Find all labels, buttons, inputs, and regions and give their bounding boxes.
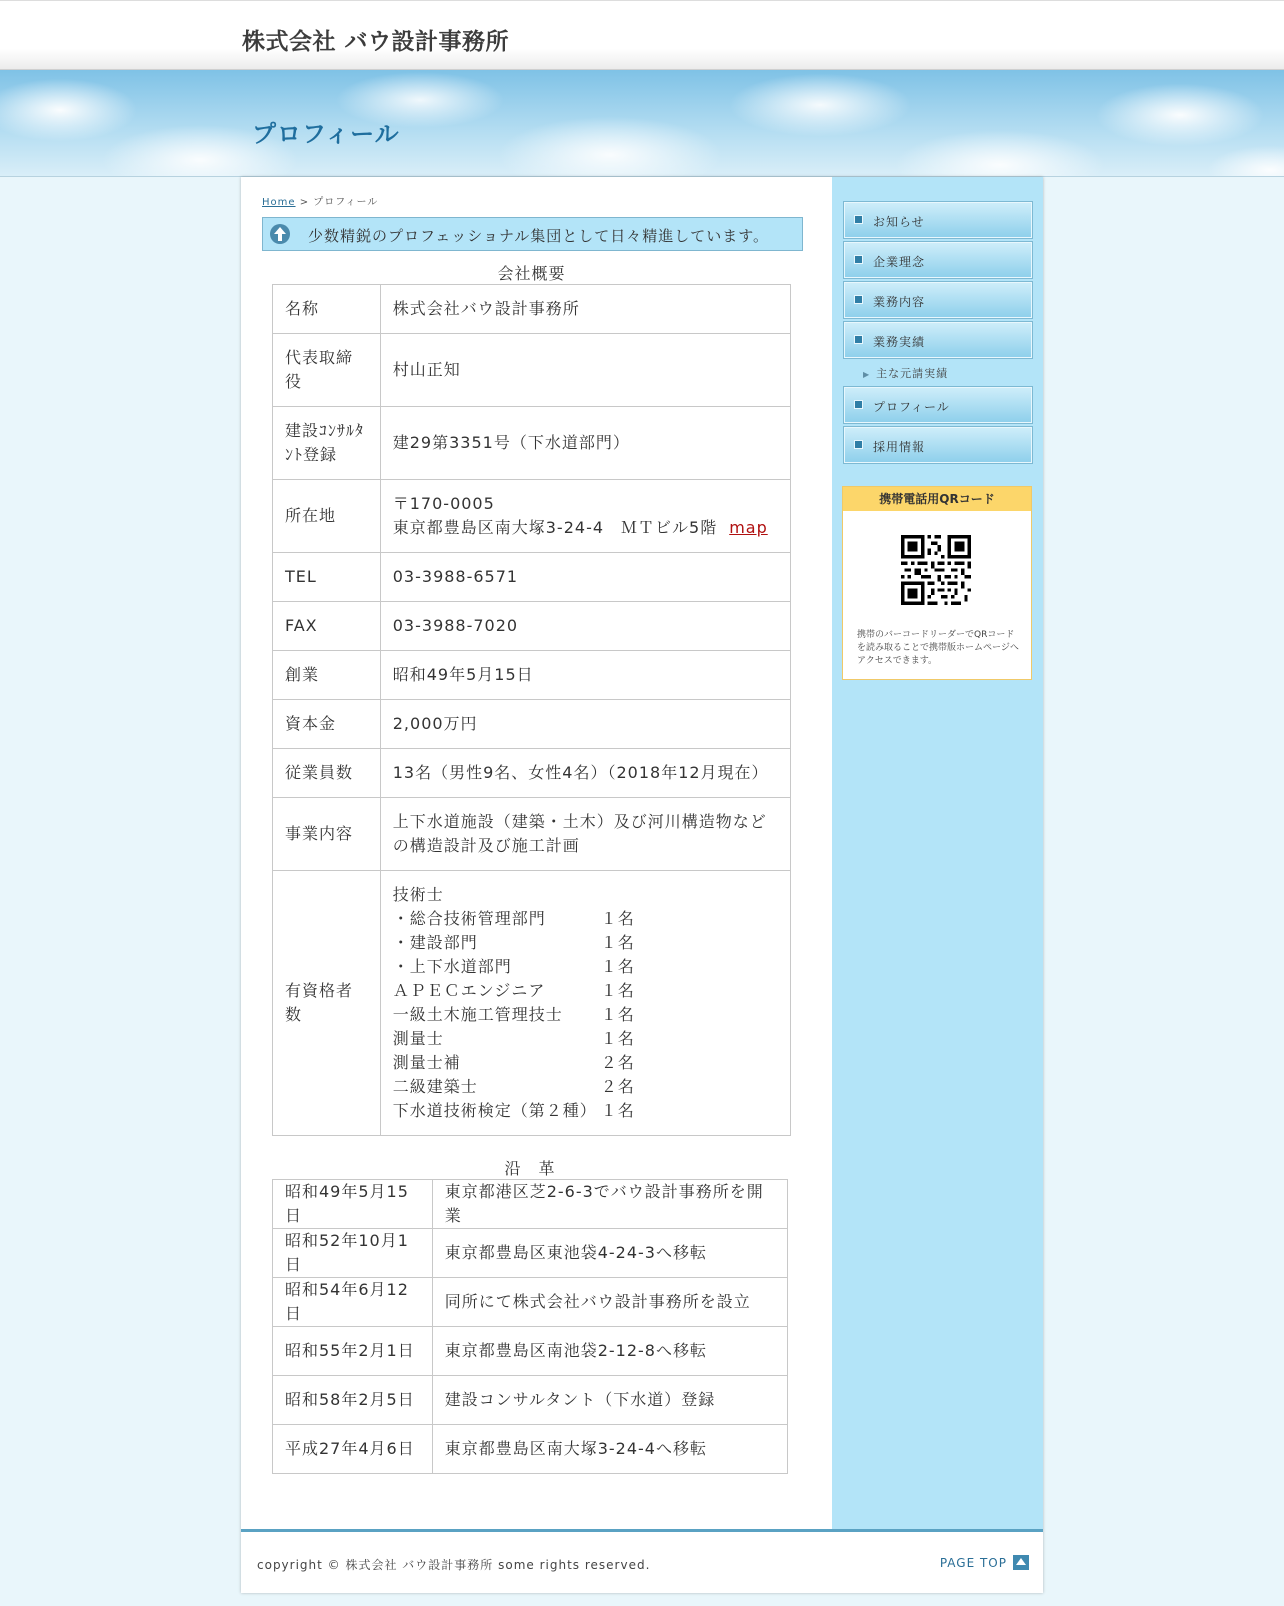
- row-label: 事業内容: [273, 798, 381, 871]
- map-link[interactable]: map: [729, 518, 768, 537]
- site-header: [0, 0, 1284, 70]
- qualification-item: 測量士 １名: [392, 1029, 635, 1048]
- breadcrumb-home-link[interactable]: Home: [262, 197, 296, 208]
- table-row: [273, 749, 791, 798]
- square-bullet-icon: [854, 335, 863, 344]
- row-label: 有資格者数: [273, 871, 381, 1136]
- lead-box: [262, 217, 803, 251]
- sidebar-item-label: プロフィール: [873, 400, 950, 414]
- qualifications-value: [380, 871, 790, 1136]
- qr-box-title: 携帯電話用QRコード: [843, 487, 1031, 511]
- site-footer: [241, 1529, 1043, 1593]
- qualification-item: 下水道技術検定（第２種） １名: [392, 1101, 635, 1120]
- row-value: 上下水道施設（建築・土木）及び河川構造物などの構造設計及び施工計画: [380, 798, 790, 871]
- sidebar-item-label: 採用情報: [873, 440, 926, 454]
- address-text: 東京都豊島区南大塚3-24-4 ＭＴビル5階: [392, 518, 718, 537]
- row-label: 創業: [273, 651, 381, 700]
- table-row: [273, 1327, 788, 1376]
- sidebar-item-achievements[interactable]: [843, 321, 1033, 359]
- history-date: 昭和55年2月1日: [273, 1327, 433, 1376]
- address-line: [393, 516, 778, 540]
- square-bullet-icon: [854, 215, 863, 224]
- qualification-item: 測量士補 ２名: [392, 1053, 635, 1072]
- row-label: FAX: [273, 602, 381, 651]
- qualification-item: ＡＰＥＣエンジニア １名: [392, 981, 635, 1000]
- table-row: [273, 407, 791, 480]
- row-label: 代表取締役: [273, 334, 381, 407]
- history-date: 昭和52年10月1日: [273, 1229, 433, 1278]
- table-row: [273, 1376, 788, 1425]
- content-wrapper: [241, 177, 1043, 1593]
- table-row: [273, 798, 791, 871]
- sidebar-subitem-label: 主な元請実績: [876, 367, 949, 380]
- up-arrow-icon: [270, 224, 290, 244]
- qualification-item: ・総合技術管理部門 １名: [392, 909, 635, 928]
- square-bullet-icon: [854, 400, 863, 409]
- sidebar-item-label: 業務内容: [873, 295, 926, 309]
- table-row: [273, 651, 791, 700]
- table-row: [273, 1278, 788, 1327]
- sidebar-item-profile[interactable]: [843, 386, 1033, 424]
- sidebar-item-label: お知らせ: [873, 215, 925, 229]
- history-event: 東京都豊島区南池袋2-12-8へ移転: [432, 1327, 787, 1376]
- history-date: 昭和54年6月12日: [273, 1278, 433, 1327]
- history-event: 東京都豊島区東池袋4-24-3へ移転: [432, 1229, 787, 1278]
- qualification-item: ・上下水道部門 １名: [392, 957, 635, 976]
- qualification-item: 二級建築士 ２名: [392, 1077, 635, 1096]
- row-label: 資本金: [273, 700, 381, 749]
- page-banner: [0, 70, 1284, 177]
- row-value: 株式会社バウ設計事務所: [380, 285, 790, 334]
- square-bullet-icon: [854, 295, 863, 304]
- history-event: 同所にて株式会社バウ設計事務所を設立: [432, 1278, 787, 1327]
- square-bullet-icon: [854, 440, 863, 449]
- copyright-text: copyright © 株式会社 バウ設計事務所 some rights reserved.: [257, 1558, 651, 1572]
- row-value: 03-3988-6571: [380, 553, 790, 602]
- sidebar-item-philosophy[interactable]: [843, 241, 1033, 279]
- page-top-link[interactable]: [940, 1555, 1029, 1570]
- table-row: [273, 602, 791, 651]
- main-content: [241, 177, 832, 1530]
- breadcrumb-separator: >: [299, 197, 310, 208]
- history-table: [272, 1179, 788, 1474]
- row-value: 03-3988-7020: [380, 602, 790, 651]
- breadcrumb: [262, 193, 378, 208]
- table-row: [273, 871, 791, 1136]
- history-date: 昭和49年5月15日: [273, 1180, 433, 1229]
- history-event: 東京都港区芝2-6-3でバウ設計事務所を開業: [432, 1180, 787, 1229]
- sidebar-item-label: 業務実績: [873, 335, 926, 349]
- history-caption: 沿 革: [504, 1159, 556, 1178]
- lead-text: 少数精鋭のプロフェッショナル集団として日々精進しています。: [308, 227, 770, 245]
- history-date: 昭和58年2月5日: [273, 1376, 433, 1425]
- history-date: 平成27年4月6日: [273, 1425, 433, 1474]
- row-value: 昭和49年5月15日: [380, 651, 790, 700]
- row-value: 2,000万円: [380, 700, 790, 749]
- sidebar-item-news[interactable]: [843, 201, 1033, 239]
- table-row: [273, 334, 791, 407]
- page-title: プロフィール: [252, 120, 400, 148]
- sidebar-item-recruit[interactable]: [843, 426, 1033, 464]
- table-row: [273, 1229, 788, 1278]
- qualification-item: 一級土木施工管理技士 １名: [392, 1005, 635, 1024]
- table-row: [273, 1180, 788, 1229]
- row-label: 建設ｺﾝｻﾙﾀﾝﾄ登録: [273, 407, 381, 480]
- sidebar-item-services[interactable]: [843, 281, 1033, 319]
- qr-description: 携帯のバーコードリーダーでQRコードを読み取ることで携帯版ホームページへアクセスできます。: [857, 630, 1019, 666]
- table-row: [273, 553, 791, 602]
- sidebar-subitem-main-contracts[interactable]: [863, 365, 948, 381]
- site-title[interactable]: 株式会社 バウ設計事務所: [242, 29, 510, 55]
- history-event: 東京都豊島区南大塚3-24-4へ移転: [432, 1425, 787, 1474]
- history-event: 建設コンサルタント（下水道）登録: [432, 1376, 787, 1425]
- page-top-label: PAGE TOP: [939, 1556, 1007, 1570]
- company-caption: 会社概要: [497, 264, 566, 283]
- row-label: TEL: [273, 553, 381, 602]
- table-row: [273, 480, 791, 553]
- row-value: 13名（男性9名、女性4名）（2018年12月現在）: [380, 749, 790, 798]
- square-bullet-icon: [854, 255, 863, 264]
- table-row: [273, 700, 791, 749]
- up-arrow-icon: [1013, 1555, 1029, 1570]
- table-row: [273, 285, 791, 334]
- qualification-item: ・建設部門 １名: [392, 933, 635, 952]
- company-table: [272, 284, 791, 1136]
- sidebar-item-label: 企業理念: [873, 255, 926, 269]
- address-value: [380, 480, 790, 553]
- postal-code: 〒170-0005: [392, 494, 495, 513]
- breadcrumb-current: プロフィール: [313, 197, 379, 208]
- row-value: 建29第3351号（下水道部門）: [380, 407, 790, 480]
- triangle-bullet-icon: ▶: [863, 370, 871, 379]
- row-label: 所在地: [273, 480, 381, 553]
- row-label: 従業員数: [273, 749, 381, 798]
- qr-code-box: [842, 486, 1032, 680]
- table-row: [273, 1425, 788, 1474]
- row-label: 名称: [273, 285, 381, 334]
- row-value: 村山正知: [380, 334, 790, 407]
- qualification-heading: 技術士: [392, 885, 444, 904]
- qr-code-image: [901, 535, 971, 605]
